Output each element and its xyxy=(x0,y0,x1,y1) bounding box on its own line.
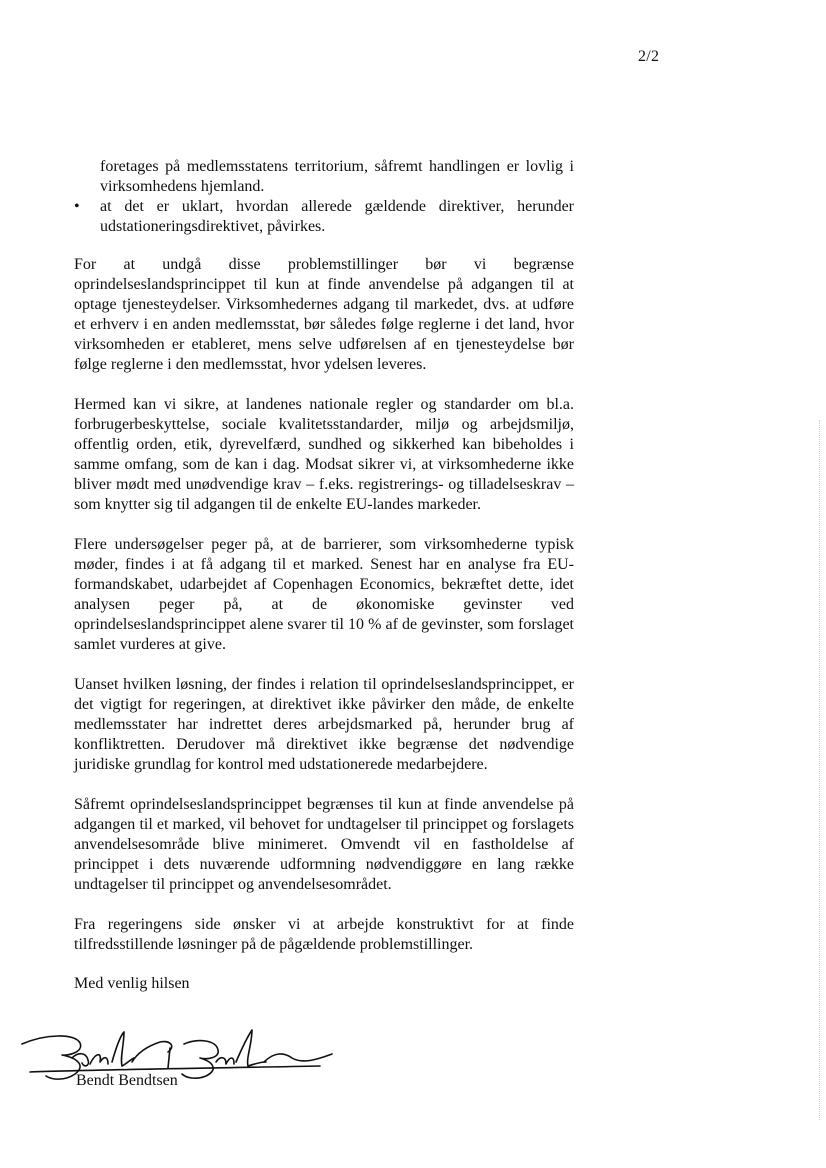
letter-body xyxy=(74,157,574,955)
paragraph: Flere undersøgelser peger på, at de barrierer, som virksomhederne typisk møder, findes i at få adgang til et marked. Senest har en analyse fra EU-formandskabet, udarbejdet af Copenhagen Economics, bekræftet dette, idet analysen peger på, at de økonomiske gevinster ved oprindelseslandsprincippet alene svarer til 10 % af de gevinster, som forslaget samlet vurderes at give. xyxy=(74,536,574,653)
signer-name: Bendt Bendtsen xyxy=(76,1072,178,1089)
page-number: 2/2 xyxy=(638,48,660,65)
paragraph: For at undgå disse problemstillinger bør vi begrænse oprindelseslandsprincippet til kun at finde anvendelse på adgangen til at optage tjenesteydelser. Virksomhedernes adgang til markedet, dvs. at udføre et erhverv i en anden medlemsstat, bør således følge reglerne i det land, hvor virksomheden er etableret, mens selve udførelsen af en tjenesteydelse bør følge reglerne i den medlemsstat, hvor ydelsen leveres. xyxy=(74,256,574,373)
bullet-dot-icon: • xyxy=(74,198,80,215)
bullet-item xyxy=(74,197,574,237)
closing-salutation: Med venlig hilsen xyxy=(74,975,190,992)
paragraph: Uanset hvilken løsning, der findes i relation til oprindelseslandsprincippet, er det vigtigt for regeringen, at direktivet ikke påvirker den måde, de enkelte medlemsstater har indrettet deres arbejdsmarked på, herunder brug af konfliktretten. Derudover må direktivet ikke begrænse det nødvendige juridiske grundlag for kontrol med udstationerede medarbejdere. xyxy=(74,676,574,773)
paragraph: Fra regeringens side ønsker vi at arbejde konstruktivt for at finde tilfredsstillende løsninger på de pågældende problemstillinger. xyxy=(74,916,574,953)
bullet-continuation: foretages på medlemsstatens territorium, såfremt handlingen er lovlig i virksomhedens hjemland. xyxy=(100,158,574,195)
paragraph: Hermed kan vi sikre, at landenes nationale regler og standarder om bl.a. forbrugerbeskyttelse, sociale kvalitetsstandarder, miljø og arbejdsmiljø, offentlig orden, etik, dyrevelfærd, sundhed og sikkerhed kan bibeholdes i samme omfang, som de kan i dag. Modsat sikrer vi, at virksomhederne ikke bliver mødt med unødvendige krav – f.eks. registrerings- og tilladelseskrav – som knytter sig til adgangen til de enkelte EU-landes markeder. xyxy=(74,396,574,513)
scan-edge-artifact xyxy=(818,420,820,1120)
bullet-text: at det er uklart, hvordan allerede gældende direktiver, herunder udstationeringsdirektivet, påvirkes. xyxy=(100,198,574,235)
paragraph: Såfremt oprindelseslandsprincippet begrænses til kun at finde anvendelse på adgangen til et marked, vil behovet for undtagelser til princippet og forslagets anvendelsesområde blive minimeret. Omvendt vil en fastholdelse af princippet i dets nuværende udformning nødvendiggøre en lang række undtagelser til princippet og anvendelsesområdet. xyxy=(74,796,574,893)
